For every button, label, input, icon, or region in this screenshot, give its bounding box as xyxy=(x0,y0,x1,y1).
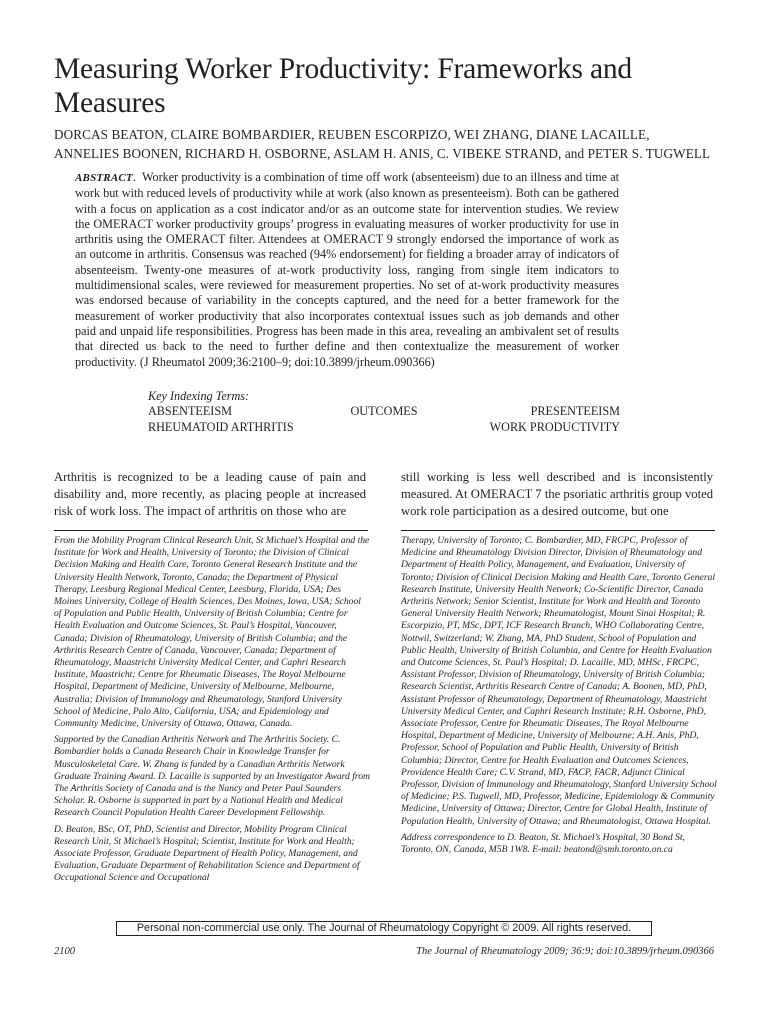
key-term: PRESENTEEISM xyxy=(530,404,620,419)
footnote-author-details: D. Beaton, BSc, OT, PhD, Scientist and Director, Mobility Program Clinical Research Unit, St Michael’s Hospital; Scientist, Institute for Work and Health; Associate Professor, Graduate Department of Health Policy, Management, and Evaluation, Graduate Department of Rehabilitation Science and Department of Occupational Science and Occupational xyxy=(54,823,360,884)
key-terms-row-2 xyxy=(148,420,620,435)
footnote-support: Supported by the Canadian Arthritis Network and The Arthritis Society. C. Bombardier holds a Canada Research Chair in Knowledge Transfer for Musculoskeletal Care. W. Zhang is funded by a Canadian Arthritis Network Graduate Training Award. D. Lacaille is supported by an Investigator Award from The Arthritis Society of Canada and is the Nancy and Peter Paul Saunders Scholar. R. Osborne is supported in part by a National Health and Medical Research Council Population Health Career Development Fellowship. xyxy=(54,734,370,819)
abstract-label-punct: . xyxy=(132,170,136,184)
author-line-1: DORCAS BEATON, CLAIRE BOMBARDIER, REUBEN ESCORPIZO, WEI ZHANG, DIANE LACAILLE, xyxy=(54,127,650,142)
footnote-divider-right xyxy=(401,530,715,531)
footnote-affiliations: From the Mobility Program Clinical Research Unit, St Michael’s Hospital and the Institute for Work and Health, University of Toronto; the Division of Clinical Decision Making and Health Care, Toronto General Research Institute and the University Health Network, Toronto, Canada; the Department of Physical Therapy, Leesburg Regional Medical Center, Leesburg, Florida, USA; Des Moines University, College of Health Sciences, Des Moines, Iowa, USA; School of Population and Public Health, University of British Columbia; Centre for Health Evaluation and Outcome Sciences, St. Paul’s Hospital, Vancouver, Canada; Division of Rheumatology, University of British Columbia; and the Arthritis Research Centre of Canada, Vancouver, Canada; Department of Rheumatology, Maastricht University Medical Center, and Caphri Research Institute, Maastricht; Centre for Rheumatic Diseases, The Royal Melbourne Hospital, Department of Medicine, University of Melbourne, Melbourne, Australia; Division of Immunology and Rheumatology, Stanford University School of Medicine, Palo Alto, California, USA; and Epidemiology and Community Medicine, University of Ottawa, Ottawa, Canada. xyxy=(54,535,370,730)
body-text-right: still working is less well described and is inconsistently measured. At OMERACT 7 the psoriatic arthritis group voted work role participation as a desired outcome, but one xyxy=(401,470,713,519)
abstract-label: ABSTRACT xyxy=(75,172,133,184)
author-line-2: ANNELIES BOONEN, RICHARD H. OSBORNE, ASLAM H. ANIS, C. VIBEKE STRAND, and PETER S. TUGWELL xyxy=(54,145,711,161)
footnotes-right xyxy=(401,535,717,860)
key-terms-title: Key Indexing Terms: xyxy=(148,389,250,403)
key-indexing-terms xyxy=(148,389,620,435)
key-term: RHEUMATOID ARTHRITIS xyxy=(148,419,294,434)
author-list xyxy=(54,126,744,163)
key-term: OUTCOMES xyxy=(350,404,418,419)
key-term: WORK PRODUCTIVITY xyxy=(489,419,620,434)
key-term: ABSENTEEISM xyxy=(148,404,232,419)
key-term xyxy=(305,420,462,435)
abstract xyxy=(75,170,619,370)
page-number: 2100 xyxy=(54,946,75,957)
copyright-notice: Personal non-commercial use only. The Journal of Rheumatology Copyright © 2009. All rights reserved. xyxy=(116,921,652,936)
key-terms-row-1 xyxy=(148,404,620,419)
footnote-author-details-cont: Therapy, University of Toronto; C. Bombardier, MD, FRCPC, Professor of Medicine and Rheumatology Division Director, Division of Rheumatology and Department of Health Policy, Management, and Evaluation, University of Toronto; Division of Clinical Decision Making and Health Care, Toronto General Research Institute, University Health Network; Co-Scientific Director, Canada Arthritis Network; Senior Scientist, Institute for Work and Health and Toronto General University Health Network; Rheumatologist, Mount Sinai Hospital; R. Escorpizio, PT, MSc, DPT, ICF Research Branch, WHO Collaborating Centre, Nottwil, Switzerland; W. Zhang, MA, PhD Student, School of Population and Public Health, University of British Columbia, and Centre for Health Evaluation and Outcome Sciences, St. Paul’s Hospital; D. Lacaille, MD, MHSc, FRCPC, Assistant Professor, Division of Rheumatology, University of British Columbia; Research Scientist, Arthritis Research Centre of Canada; A. Boonen, MD, PhD, Assistant Professor of Rheumatology, Department of Rheumatology, Maastricht University Medical Center, and Caphri Research Institute; R.H. Osborne, PhD, Associate Professor, Centre for Rheumatic Diseases, The Royal Melbourne Hospital, Department of Medicine, University of Melbourne; A.H. Anis, PhD, Professor, School of Population and Public Health, University of British Columbia; Director, Centre for Health Evaluation and Outcomes Sciences, Providence Health Care; C.V. Strand, MD, FACP, FACR, Adjunct Clinical Professor, Division of Immunology and Rheumatology, Stanford University School of Medicine; P.S. Tugwell, MD, Professor, Medicine, Epidemiology & Community Medicine, University of Ottawa; Director, Centre for Global Health, Institute of Population Health, University of Ottawa; and Rheumatologist, Ottawa Hospital. xyxy=(401,535,717,827)
body-text-left: Arthritis is recognized to be a leading cause of pain and disability and, more recently, as placing people at increased risk of work loss. The impact of arthritis on those who are xyxy=(54,470,366,519)
journal-reference: The Journal of Rheumatology 2009; 36:9; doi:10.3899/jrheum.090366 xyxy=(416,946,714,957)
footnote-divider-left xyxy=(54,530,368,531)
footnote-correspondence: Address correspondence to D. Beaton, St. Michael’s Hospital, 30 Bond St, Toronto, ON, Canada, M5B 1W8. E-mail: beatond@smh.toronto.on.ca xyxy=(401,831,685,856)
footnotes-left xyxy=(54,535,370,889)
article-title: Measuring Worker Productivity: Frameworks and Measures xyxy=(54,53,632,119)
abstract-text: Worker productivity is a combination of time off work (absenteeism) due to an illness and time at work but with reduced levels of productivity while at work (also known as presenteeism). Both can be gathered with a focus on application as a cost indicator and/or as an outcome state for intervention studies. We review the OMERACT worker productivity groups’ progress in evaluating measures of worker productivity for use in arthritis using the OMERACT filter. Attendees at OMERACT 9 strongly endorsed the importance of work as an outcome in arthritis. Consensus was reached (94% endorsement) for fielding a broader array of indicators of absenteeism. Twenty-one measures of at-work productivity loss, ranging from single item indicators to multidimensional scales, were reviewed for measurement properties. No set of at-work productivity measures was endorsed because of variability in the concepts captured, and the need for a better framework for the measurement of worker productivity that also incorporates contextual issues such as job demands and other paid and unpaid life responsibilities. Progress has been made in this area, revealing an ambivalent set of results that directed us back to the need to further define and then contextualize the measurement of worker productivity. (J Rheumatol 2009;36:2100–9; doi:10.3899/jrheum.090366) xyxy=(75,170,620,369)
